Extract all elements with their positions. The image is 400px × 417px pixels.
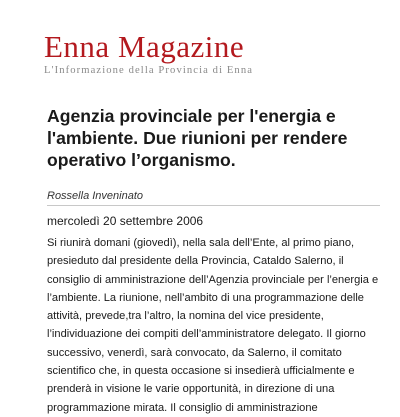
- article-headline: Agenzia provinciale per l'energia e l'ambiente. Due riunioni per rendere operativo l’organismo.: [47, 106, 348, 170]
- masthead-subtitle: L'Informazione della Provincia di Enna: [44, 65, 254, 76]
- article-date: mercoledì 20 settembre 2006: [47, 214, 204, 228]
- divider-line: [47, 205, 380, 206]
- masthead: [44, 30, 364, 77]
- article-author: Rossella Inveninato: [47, 190, 144, 202]
- masthead-title: Enna Magazine: [44, 29, 245, 64]
- article-body: Si riunirà domani (giovedì), nella sala dell’Ente, al primo piano, presieduto dal presidente della Provincia, Cataldo Salerno, il consiglio di amministrazione dell’Agenzia provinciale per l’energia e l’ambiente. La riunione, nell’ambito di una programmazione delle attività, prevede,tra l’altro, la nomina del vice presidente, l’individuazione dei compiti dell’amministratore delegato. Il giorno successivo, venerdì, sarà convocato, da Salerno, il comitato scientifico che, in questa occasione si insedierà ufficialmente e prenderà in visione le varie opportunità, in direzione di una programmazione mirata. Il consiglio di amministrazione: [47, 237, 379, 414]
